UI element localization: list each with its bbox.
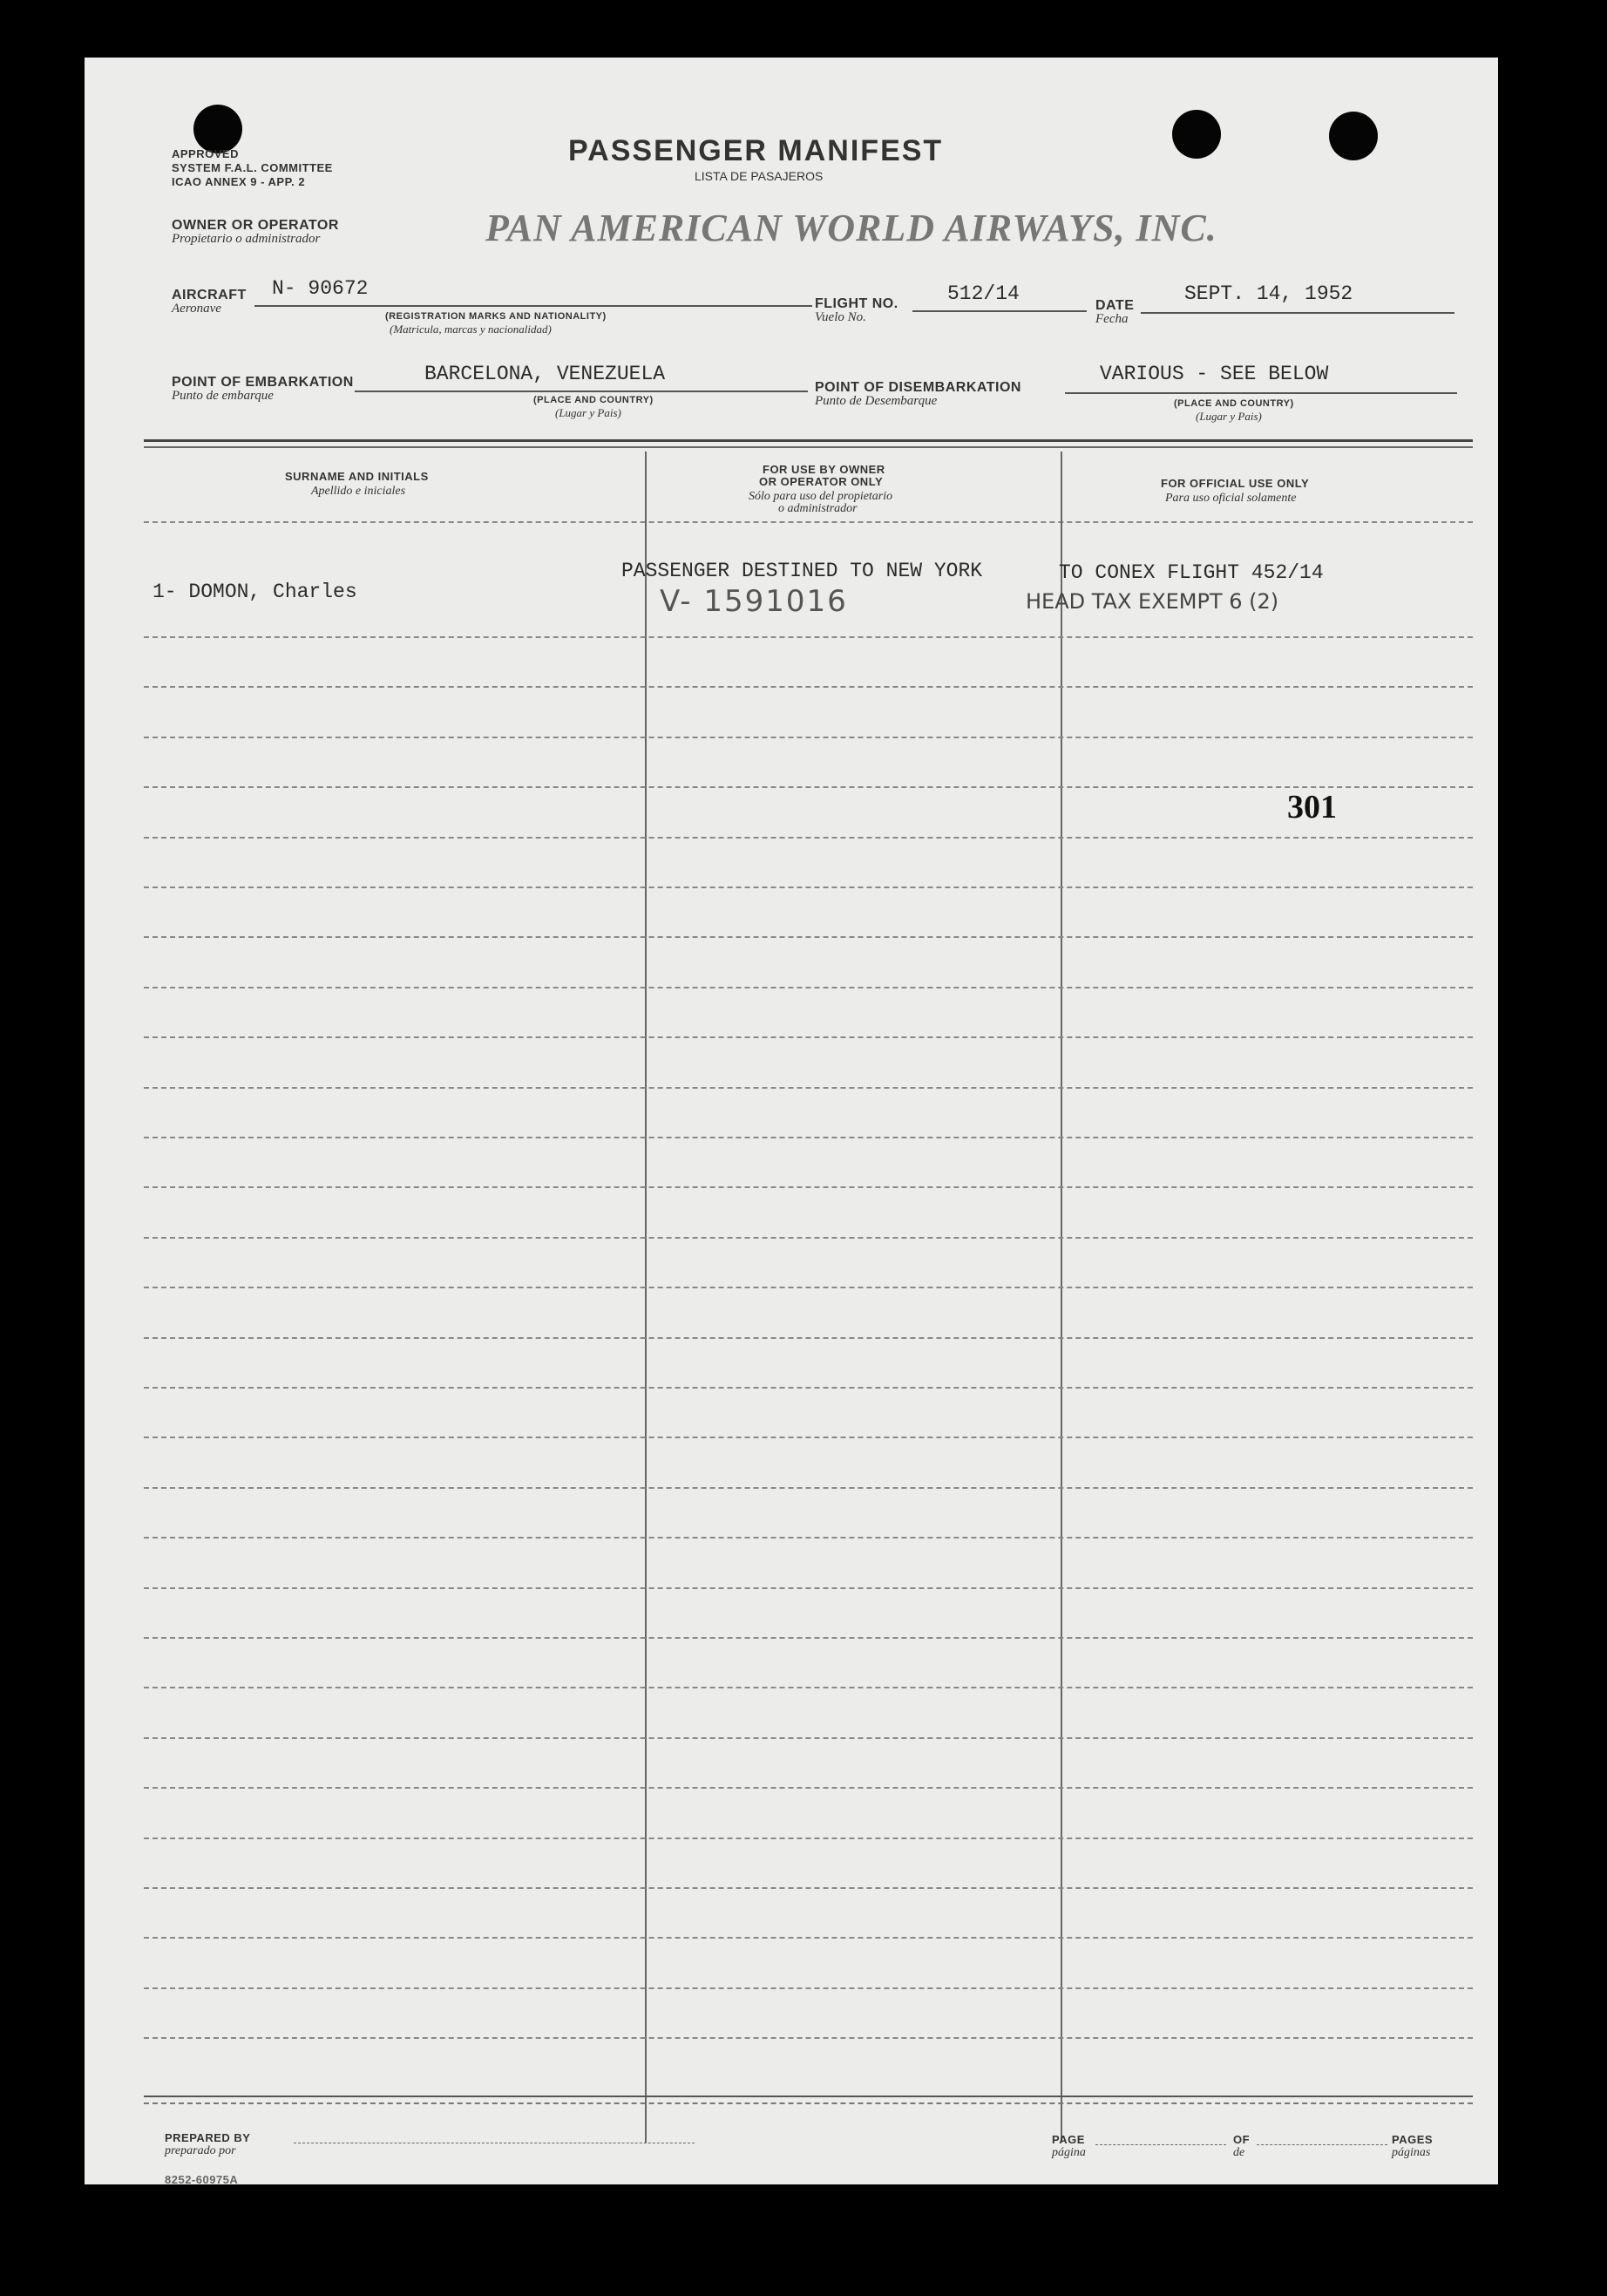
disembarkation-underline: [1065, 392, 1457, 394]
embarkation-note-es: (Lugar y Pais): [555, 406, 621, 419]
embarkation-note: (PLACE AND COUNTRY): [533, 395, 654, 405]
page-title: PASSENGER MANIFEST: [568, 134, 944, 167]
embarkation-value: BARCELONA, VENEZUELA: [424, 363, 666, 385]
row-rule: [144, 1186, 1473, 1188]
disembarkation-note: (PLACE AND COUNTRY): [1174, 398, 1294, 409]
date-label: DATE: [1095, 298, 1135, 313]
handwritten-official-note: HEAD TAX EXEMPT 6 (2): [1026, 589, 1279, 614]
punch-hole-left: [193, 105, 242, 153]
disembarkation-value: VARIOUS - SEE BELOW: [1100, 363, 1329, 385]
punch-hole-right-2: [1329, 112, 1378, 160]
row-rule: [144, 1887, 1473, 1889]
col-owner-title-es-1: Sólo para uso del propietario: [749, 490, 893, 503]
aircraft-note-es: (Matricula, marcas y nacionalidad): [390, 323, 552, 336]
flight-value: 512/14: [947, 282, 1020, 305]
passenger-official-note: TO CONEX FLIGHT 452/14: [1059, 561, 1324, 584]
embarkation-label: POINT OF EMBARKATION: [172, 375, 354, 390]
row-rule: [144, 1987, 1473, 1989]
owner-label: OWNER OR OPERATOR: [172, 218, 339, 233]
aircraft-underline: [254, 305, 812, 307]
of-label: OF: [1233, 2133, 1251, 2146]
footer-rule-1: [144, 2096, 1473, 2097]
col-owner-title-es-2: o administrador: [778, 502, 858, 515]
col-owner-title-1: FOR USE BY OWNER: [763, 463, 885, 476]
row-rule: [144, 1387, 1473, 1389]
row-rule: [144, 737, 1473, 738]
col-owner-title-2: OR OPERATOR ONLY: [759, 475, 884, 488]
page-label-es: página: [1052, 2146, 1086, 2159]
page-line: [1095, 2144, 1226, 2145]
row-rule: [144, 2037, 1473, 2039]
header-rule-2: [144, 446, 1473, 448]
passenger-name: 1- DOMON, Charles: [153, 581, 357, 603]
disembarkation-label: POINT OF DISEMBARKATION: [815, 380, 1021, 395]
date-label-es: Fecha: [1095, 312, 1129, 326]
row-rule: [144, 786, 1473, 788]
row-rule: [144, 1237, 1473, 1239]
disembarkation-label-es: Punto de Desembarque: [815, 394, 938, 408]
passenger-owner-note: PASSENGER DESTINED TO NEW YORK: [621, 560, 983, 582]
row-rule: [144, 1587, 1473, 1589]
form-number: 8252-60975A: [165, 2173, 239, 2186]
prepared-by-label-es: preparado por: [165, 2144, 236, 2157]
embarkation-underline: [355, 391, 808, 392]
col-names-title-es: Apellido e iniciales: [311, 485, 406, 498]
row-rule: [144, 936, 1473, 938]
row-rule: [144, 1487, 1473, 1489]
prepared-by-label: PREPARED BY: [165, 2131, 251, 2144]
approval-line-3: ICAO ANNEX 9 - APP. 2: [172, 175, 306, 188]
pages-label: PAGES: [1392, 2133, 1434, 2146]
date-value: SEPT. 14, 1952: [1184, 282, 1353, 305]
of-label-es: de: [1233, 2146, 1245, 2159]
column-header-rule: [144, 521, 1473, 523]
row-rule: [144, 886, 1473, 888]
aircraft-note: (REGISTRATION MARKS AND NATIONALITY): [385, 311, 607, 322]
aircraft-label-es: Aeronave: [172, 302, 221, 316]
pages-label-es: páginas: [1392, 2146, 1431, 2159]
page-subtitle: LISTA DE PASAJEROS: [695, 169, 824, 183]
date-underline: [1141, 312, 1454, 314]
row-rule: [144, 686, 1473, 688]
row-rule: [144, 1437, 1473, 1438]
column-divider-1: [645, 452, 647, 2143]
disembarkation-note-es: (Lugar y Pais): [1196, 410, 1262, 423]
header-rule-1: [144, 439, 1473, 442]
col-names-title: SURNAME AND INITIALS: [285, 470, 429, 483]
row-rule: [144, 1637, 1473, 1639]
punch-hole-right-1: [1172, 110, 1221, 159]
row-rule: [144, 1937, 1473, 1939]
approval-line-1: APPROVED: [172, 147, 239, 160]
aircraft-label: AIRCRAFT: [172, 288, 247, 302]
column-divider-2: [1061, 452, 1062, 2143]
row-rule: [144, 636, 1473, 638]
row-rule: [144, 987, 1473, 988]
row-rule: [144, 1787, 1473, 1789]
col-official-title-es: Para uso oficial solamente: [1165, 492, 1297, 505]
row-rule: [144, 1687, 1473, 1688]
page-label: PAGE: [1052, 2133, 1085, 2146]
of-line: [1257, 2144, 1387, 2145]
row-rule: [144, 837, 1473, 839]
row-rule: [144, 1087, 1473, 1089]
owner-label-es: Propietario o administrador: [172, 232, 321, 246]
row-rule: [144, 1537, 1473, 1539]
col-official-title: FOR OFFICIAL USE ONLY: [1161, 477, 1310, 490]
flight-label: FLIGHT NO.: [815, 296, 898, 311]
footer-rule-2: [144, 2102, 1473, 2104]
row-rule: [144, 1137, 1473, 1138]
embarkation-label-es: Punto de embarque: [172, 389, 274, 403]
flight-underline: [912, 310, 1087, 312]
row-rule: [144, 1337, 1473, 1339]
stamp-number: 301: [1287, 789, 1337, 825]
row-rule: [144, 1837, 1473, 1839]
manifest-sheet: [85, 58, 1498, 2184]
owner-value: PAN AMERICAN WORLD AIRWAYS, INC.: [485, 207, 1217, 249]
row-rule: [144, 1737, 1473, 1739]
flight-label-es: Vuelo No.: [815, 310, 866, 324]
handwritten-number: V- 1591016: [660, 584, 848, 619]
aircraft-value: N- 90672: [272, 277, 369, 300]
row-rule: [144, 1287, 1473, 1288]
row-rule: [144, 1036, 1473, 1038]
approval-line-2: SYSTEM F.A.L. COMMITTEE: [172, 161, 333, 174]
